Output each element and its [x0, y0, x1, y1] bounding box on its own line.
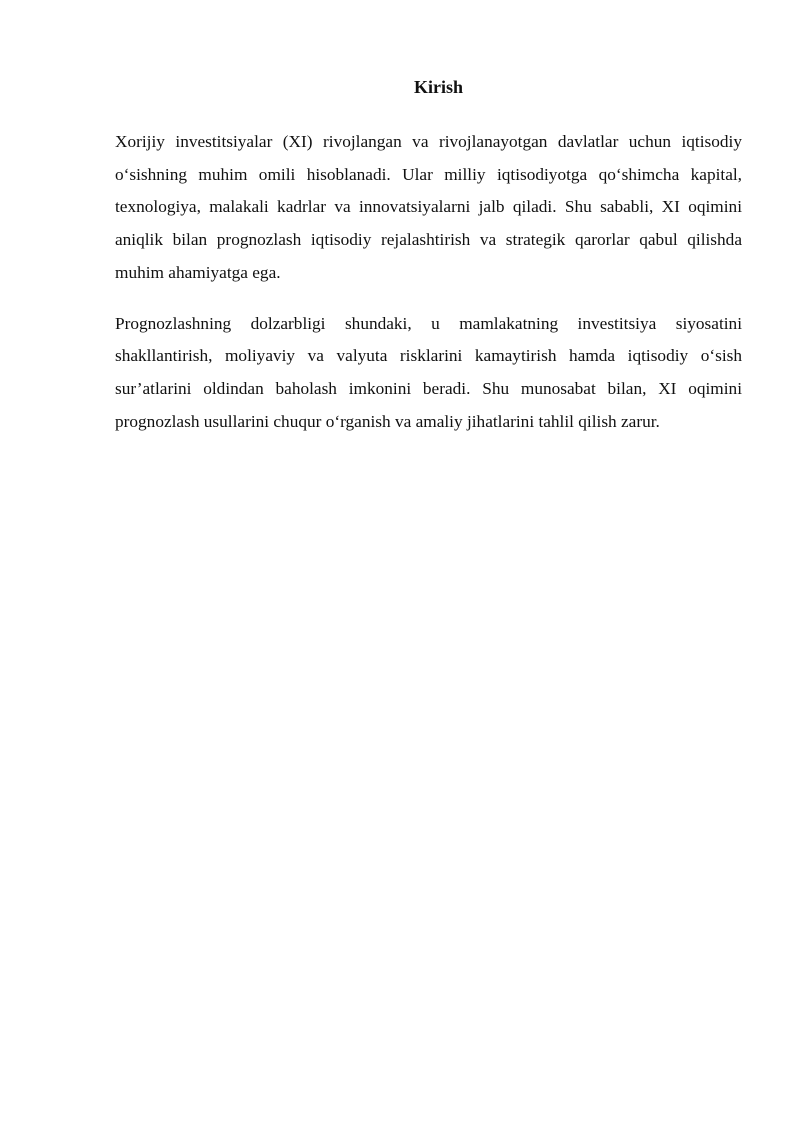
document-body	[115, 76, 742, 456]
paragraph-2: Prognozlashning dolzarbligi shundaki, u mamlakatning investitsiya siyosatini shakllantirish, moliyaviy va valyuta risklarini kamaytirish hamda iqtisodiy o‘sish sur’atlarini oldindan baholash imkonini beradi. Shu munosabat bilan, XI oqimini prognozlash usullarini chuqur o‘rganish va amaliy jihatlarini tahlil qilish zarur.	[115, 313, 742, 431]
section-title: Kirish	[413, 77, 463, 97]
paragraph-1: Xorijiy investitsiyalar (XI) rivojlangan va rivojlanayotgan davlatlar uchun iqtisodiy o‘sishning muhim omili hisoblanadi. Ular milliy iqtisodiyotga qo‘shimcha kapital, texnologiya, malakali kadrlar va innovatsiyalarni jalb qiladi. Shu sababli, XI oqimini aniqlik bilan prognozlash iqtisodiy rejalashtirish va strategik qarorlar qabul qilishda muhim ahamiyatga ega.	[115, 132, 742, 282]
